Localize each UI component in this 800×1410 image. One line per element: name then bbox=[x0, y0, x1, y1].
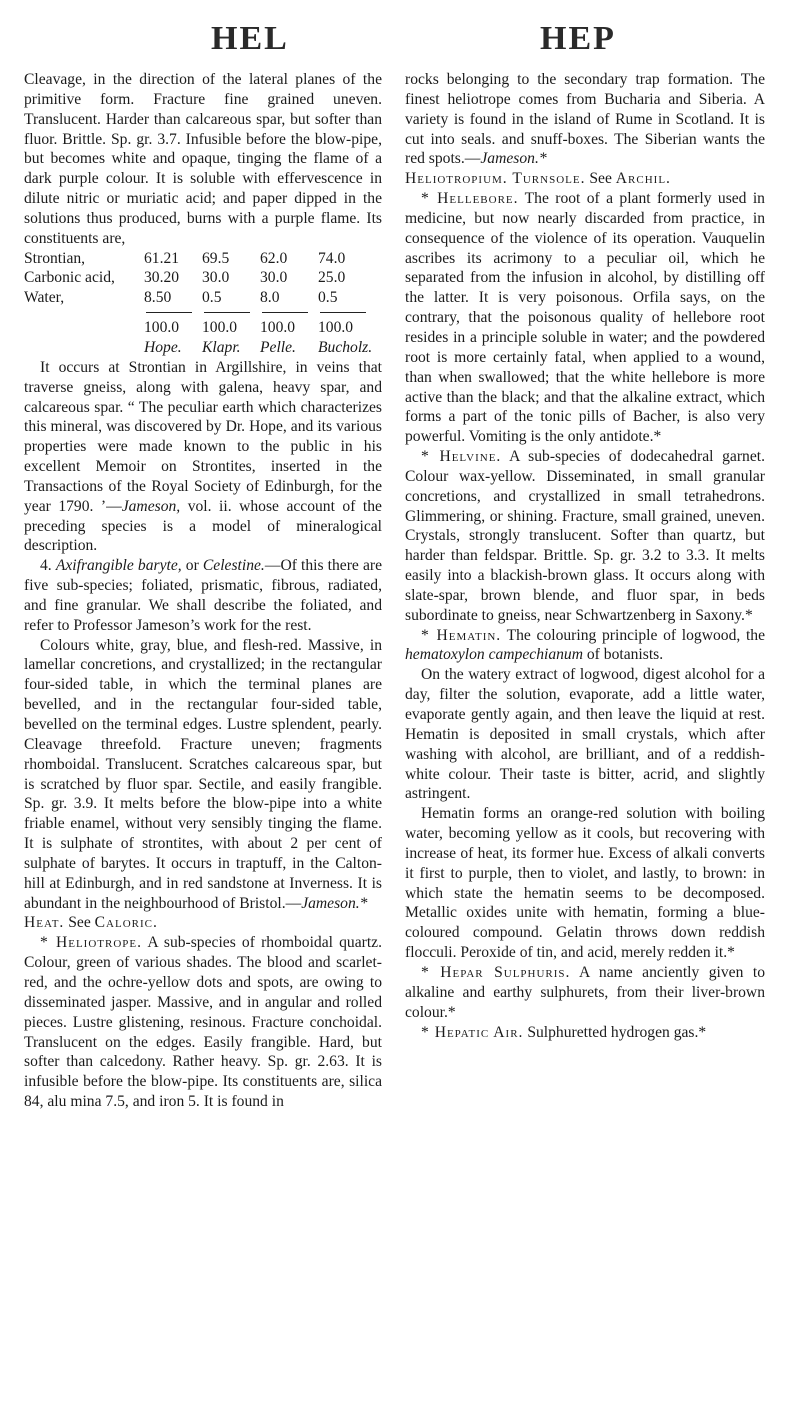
latin-name: hematoxylon campechianum bbox=[405, 646, 583, 664]
table-cell: 30.0 bbox=[202, 269, 230, 287]
table-cell: 100.0 bbox=[318, 308, 376, 338]
entry-hepatic-air bbox=[405, 1023, 765, 1043]
author-label: Pelle. bbox=[260, 338, 296, 356]
entry-helvine bbox=[405, 447, 765, 626]
table-cell: 69.5 bbox=[202, 249, 230, 267]
citation: Jameson, bbox=[121, 497, 181, 515]
running-head-left: HEL bbox=[211, 20, 289, 57]
entry-heliotropium bbox=[405, 169, 765, 189]
left-column bbox=[24, 70, 382, 1112]
table-cell: Strontian, bbox=[24, 249, 86, 267]
text: rocks belonging to the secondary trap formation. The finest heliotrope comes from Bucharia and Siberia. A variety is found in the island of Rume in Scotland. It is cut into seals. and snuff-boxes. The Siberian wants the red spots.— bbox=[405, 71, 765, 168]
paragraph-celestine-properties: Cleavage, in the direction of the lateral planes of the primitive form. Fracture fine grained uneven. Translucent. Harder than calcareous spar, but softer than fluor. Brittle. Sp. gr. 3.7. Infusible before the blow-pipe, but becomes white and opaque, tinging the flame of a dark purple colour. It is soluble with effervescence in dilute nitric or muriatic acid; and paper dipped in the solutions thus produced, burns with a purple flame. Its constituents are, bbox=[24, 71, 382, 247]
term: Axifrangible baryte, bbox=[55, 557, 182, 575]
entry-headword: Heat. bbox=[24, 914, 65, 932]
paragraph-hematin-preparation: On the watery extract of logwood, digest alcohol for a day, filter the solution, evaporate, add a little water, evaporate gently again, and then leave the liquid at rest. Hematin is deposited in small crystals, which after washing with alcohol, are brilliant, and of a reddish-white colour. Their taste is bitter, acrid, and slightly astringent. bbox=[405, 666, 765, 803]
text: The root of a plant formerly used in medicine, but now nearly discarded from practice, in consequence of the violence of its operation. Vauquelin ascribes its acrimony to a peculiar oil, which he separated from the infusion in alcohol, by distilling off the latter. It is very poisonous. Orfila says, on the contrary, that the poisonous quality of hellebore root resides in a principle soluble in water; and the powdered root is more certainly fatal, when applied to a wound, than when swallowed; that the white hellebore is more active than the black; and that the alkaline extract, which forms a part of the tonic pills of Bacher, is also very powerful. Vomiting is the only antidote.* bbox=[405, 190, 765, 446]
table-cell: 61.21 bbox=[144, 249, 180, 267]
author-label: Bucholz. bbox=[318, 338, 373, 356]
table-cell: 8.50 bbox=[144, 289, 172, 307]
table-cell: 100.0 bbox=[144, 308, 202, 338]
running-header bbox=[0, 20, 800, 60]
text: 4. bbox=[40, 557, 56, 575]
constituents-table bbox=[24, 249, 376, 338]
author-label: Klapr. bbox=[202, 338, 241, 356]
table-cell: Carbonic acid, bbox=[24, 269, 115, 287]
entry-headword: * Heliotrope. bbox=[40, 934, 143, 952]
table-cell: 62.0 bbox=[260, 249, 288, 267]
table-totals-row bbox=[24, 308, 376, 338]
table-cell: Water, bbox=[24, 289, 65, 307]
text: or bbox=[181, 557, 203, 575]
table-cell: 100.0 bbox=[202, 308, 260, 338]
table-cell: 30.0 bbox=[260, 269, 288, 287]
text: Sulphuretted hydrogen gas.* bbox=[523, 1023, 707, 1041]
table-cell: 0.5 bbox=[318, 289, 338, 307]
entry-hellebore bbox=[405, 189, 765, 447]
running-head-right: HEP bbox=[540, 20, 616, 57]
table-row bbox=[24, 249, 376, 269]
cross-reference: Archil. bbox=[615, 170, 671, 188]
paragraph-hematin-reactions: Hematin forms an orange-red solution with boiling water, becoming yellow as it cools, but recovering with increase of heat, its former hue. Excess of alkali converts it first to purple, then to violet, and lastly, to brown: in which state the hematin seems to be decomposed. Metallic oxides unite with hematin, forming a blue-coloured compound. Gelatin throws down reddish flocculi. Peroxide of tin, and acid, merely redden it.* bbox=[405, 805, 765, 962]
text: vol. ii. whose account of the preceding species is a model of mineralogical description. bbox=[24, 497, 382, 555]
text: A sub-species of rhomboidal quartz. Colour, green of various shades. The blood and scarlet-red, and the ochre-yellow dots and spots, are owing to disseminated jasper. Massive, and in angular and rolled pieces. Lustre glistening, resinous. Fracture conchoidal. Translucent on the edges. Easily frangible. Hard, but softer than calcedony. Rather heavy. Sp. gr. 2.63. It is infusible before the blow-pipe. Its constituents are, silica 84, alu mina 7.5, and iron 5. It is found in bbox=[24, 934, 382, 1111]
table-cell: 8.0 bbox=[260, 289, 280, 307]
text: of botanists. bbox=[582, 646, 664, 664]
table-cell: 30.20 bbox=[144, 269, 180, 287]
table-row bbox=[24, 288, 376, 308]
table-row bbox=[24, 268, 376, 288]
table-cell bbox=[24, 308, 144, 338]
right-column bbox=[405, 70, 765, 1042]
citation: Jameson.* bbox=[480, 150, 547, 168]
paragraph-celestine-description bbox=[24, 636, 382, 914]
entry-headword: * Helvine. bbox=[421, 448, 502, 466]
text: —Of this there are five sub-species; foliated, prismatic, fibrous, radiated, and fine granular. We shall describe the foliated, and refer to Professor Jameson’s work for the rest. bbox=[24, 557, 383, 634]
entry-headword: * Hepar Sulphuris. bbox=[421, 963, 571, 981]
paragraph-celestine bbox=[24, 556, 382, 635]
entry-heliotrope bbox=[24, 933, 382, 1112]
entry-headword: * Hepatic Air. bbox=[421, 1023, 524, 1041]
entry-heat bbox=[24, 913, 382, 933]
text: A sub-species of dodecahedral garnet. Colour wax-yellow. Disseminated, in small granular concretions, and crystallized in small tetrahedrons. Glimmering, or shining. Fracture, small grained, uneven. Crystals, strongly translucent. Softer than quartz, but harder than feldspar. Brittle. Sp. gr. 3.2 to 3.3. It melts easily into a blackish-brown glass. It occurs along with slate-spar, brown blende, and fluor spar, in beds subordinate to gneiss, near Schwartzenberg in Saxony.* bbox=[405, 448, 765, 624]
table-authors bbox=[24, 338, 382, 358]
paragraph-strontian-occurrence bbox=[24, 358, 382, 556]
text: The colouring principle of logwood, the bbox=[501, 626, 765, 644]
cross-reference: Caloric. bbox=[94, 914, 158, 932]
table-cell: 0.5 bbox=[202, 289, 222, 307]
entry-headword: * Hellebore. bbox=[421, 190, 519, 208]
table-cell: 74.0 bbox=[318, 249, 346, 267]
text: It occurs at Strontian in Argillshire, in veins that traverse gneiss, along with galena, heavy spar, and calcareous spar. “ The peculiar earth which characterizes this mineral, was discovered by Dr. Hope, and its various properties were made known to the public in his excellent Memoir on Strontites, inserted in the Transactions of the Royal Society of Edinburgh, for the year 1790. ’— bbox=[24, 358, 382, 515]
table-cell: 100.0 bbox=[260, 308, 318, 338]
entry-hepar-sulphuris bbox=[405, 963, 765, 1023]
author-label: Hope. bbox=[144, 338, 182, 356]
paragraph-heliotrope-continued bbox=[405, 70, 765, 169]
text: A name anciently given to alkaline and earthy sulphurets, from their liver-brown colour.* bbox=[405, 963, 765, 1021]
citation: Jameson.* bbox=[301, 894, 368, 912]
entry-headword: * Hematin. bbox=[421, 626, 502, 644]
text: See bbox=[68, 914, 95, 932]
table-cell: 25.0 bbox=[318, 269, 346, 287]
text: See bbox=[585, 170, 616, 188]
entry-hematin bbox=[405, 626, 765, 666]
entry-headword: Heliotropium. Turnsole. bbox=[405, 170, 586, 188]
text: Colours white, gray, blue, and flesh-red. Massive, in lamellar concretions, and crystallized; in the rectangular four-sided table, in which the terminal planes are bevelled, and in the rectangular four-sided table, bevelled on the terminal edges. Lustre splendent, pearly. Cleavage threefold. Fracture uneven; fragments rhomboidal. Translucent. Scratches calcareous spar, but is scratched by fluor spar. Sectile, and easily frangible. Sp. gr. 3.9. It melts before the blow-pipe into a white friable enamel, without very sensibly tinging the flame. It is sulphate of strontites, with about 2 per cent of sulphate of barytes. It occurs in traptuff, in the Calton-hill at Edinburgh, and in red sandstone at Inverness. It is abundant in the neighbourhood of Bristol.— bbox=[24, 636, 382, 912]
term: Celestine. bbox=[202, 557, 265, 575]
